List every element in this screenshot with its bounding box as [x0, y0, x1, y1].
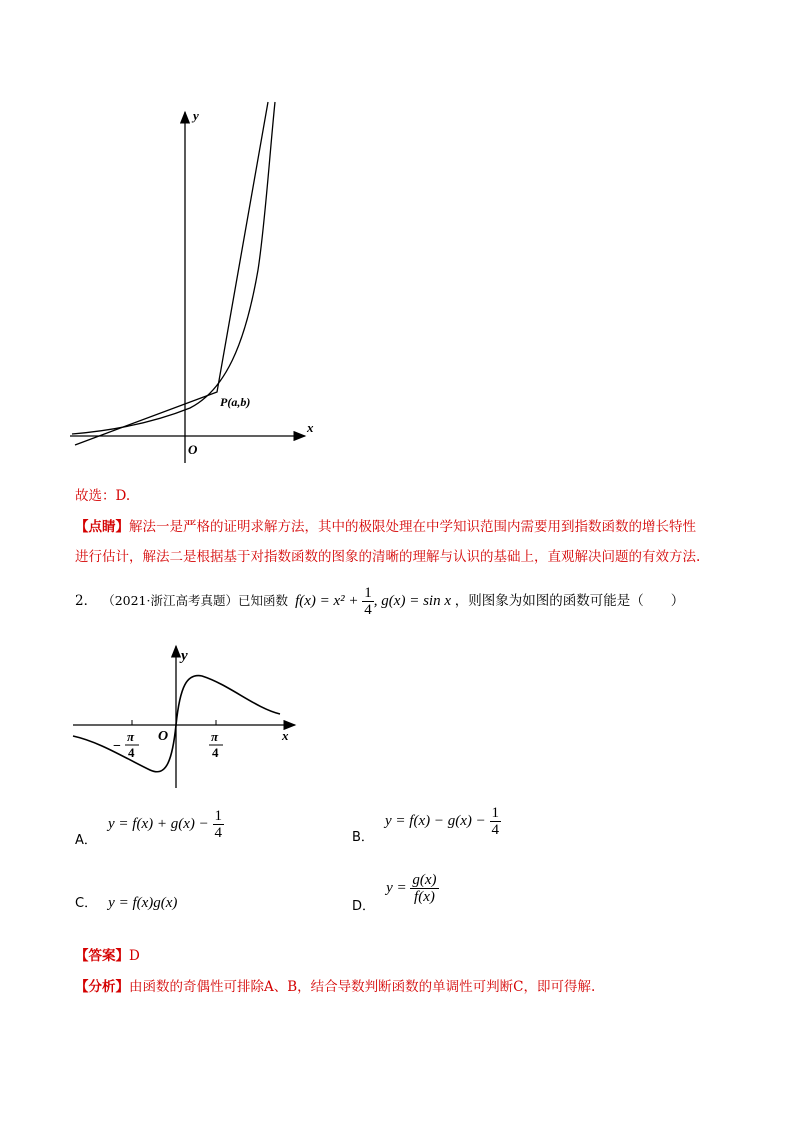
option-b-frac-den: 4 [491, 822, 500, 838]
option-a-frac-num: 1 [214, 808, 222, 824]
exponential-curve [72, 102, 275, 434]
answer-value: D [129, 948, 140, 964]
comment-line-1 [75, 515, 696, 535]
analysis-text: 由函数的奇偶性可排除A、B，结合导数判断函数的单调性可判断C，即可得解. [129, 979, 596, 995]
option-d-frac-num: g(x) [412, 872, 437, 888]
neg-tick-pi: π [127, 729, 135, 744]
option-d-label: D． [352, 898, 376, 914]
formula-part-2: , g(x) = sin x [373, 592, 451, 609]
analysis-tag: 【分析】 [75, 979, 129, 995]
neg-tick-den: 4 [128, 745, 135, 760]
option-c-expr: y = f(x)g(x) [108, 895, 178, 911]
option-d-frac-den: f(x) [414, 889, 435, 905]
comment-line-2: 进行估计，解法二是根据基于对指数函数的图象的清晰的理解与认识的基础上，直观解决问题的有效方法. [75, 549, 701, 565]
option-b-fraction [490, 805, 502, 838]
figure-exponential-tangent [60, 90, 330, 470]
question-source: （2021·浙江高考真题）已知函数 [102, 592, 288, 608]
option-c-label: C． [75, 896, 98, 911]
option-b-label: B． [352, 829, 374, 845]
option-a-expr [108, 808, 224, 841]
fraction-numerator: 1 [364, 585, 372, 601]
option-a-expr-text: y = f(x) + g(x) − [108, 815, 213, 832]
figure-function-graph [70, 640, 300, 790]
y-axis-label: y [181, 648, 188, 664]
fraction-denominator: 4 [364, 602, 372, 618]
option-a-fraction [213, 808, 225, 841]
option-a-frac-den: 4 [214, 825, 222, 841]
option-d-fraction [410, 872, 438, 905]
option-b[interactable] [352, 805, 501, 845]
option-c[interactable] [75, 892, 177, 912]
question-2 [75, 585, 684, 618]
pos-tick-pi: π [211, 729, 219, 744]
answer-line [75, 944, 140, 964]
option-b-expr-text: y = f(x) − g(x) − [385, 812, 490, 829]
comment-tag: 【点睛】 [75, 519, 129, 535]
formula-part-1: f(x) = x² + [295, 592, 363, 609]
formula-fraction [362, 585, 374, 618]
point-label: P(a,b) [220, 395, 251, 409]
option-d-expr [386, 872, 438, 905]
origin-label: O [158, 729, 169, 744]
analysis-line [75, 975, 595, 995]
option-b-expr [385, 805, 501, 838]
option-d[interactable] [352, 872, 439, 914]
answer-tag: 【答案】 [75, 948, 129, 964]
question-formula [295, 585, 455, 618]
pos-tick-den: 4 [212, 745, 219, 760]
comment-text-1: 解法一是严格的证明求解方法，其中的极限处理在中学知识范围内需要用到指数函数的增长特性 [129, 519, 696, 535]
x-axis-label: x [282, 728, 289, 743]
conclusion-text: 故选：D. [75, 488, 131, 504]
neg-tick-minus: − [113, 739, 121, 754]
option-b-frac-num: 1 [491, 805, 500, 821]
option-d-expr-text: y = [386, 879, 411, 896]
origin-label: O [188, 442, 198, 457]
option-a-label: A． [75, 832, 97, 848]
tangent-line [75, 102, 268, 445]
y-axis-label: y [193, 108, 199, 123]
x-axis-label: x [307, 420, 314, 435]
question-number: 2． [75, 592, 98, 609]
option-a[interactable] [75, 808, 224, 848]
question-tail: ，则图象为如图的函数可能是（ ） [454, 592, 685, 609]
